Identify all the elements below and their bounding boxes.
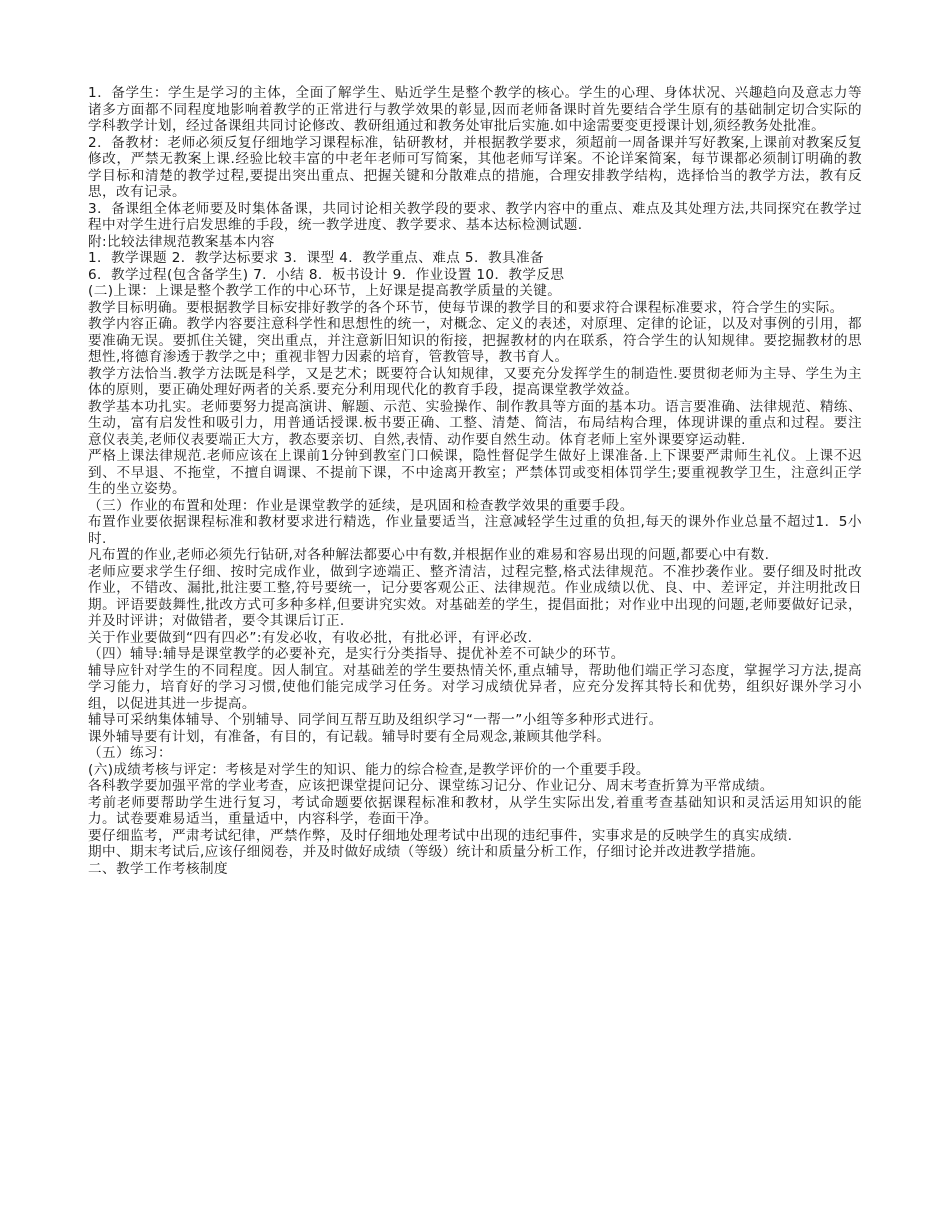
paragraph-lesson-items-1: 1．教学课题 2．教学达标要求 3．课型 4．教学重点、难点 5．教具准备 [88,250,544,266]
paragraph-section-evaluation: 二、教学工作考核制度 [88,860,228,877]
paragraph-section-tutoring: （四）辅导:辅导是课堂教学的必要补充，是实行分类指导、提优补差不可缺少的环节。 [88,646,625,662]
paragraph-assessment-review: 考前老师要帮助学生进行复习，考试命题要依据课程标准和教材，从学生实际出发,着重考查基础知识和灵活运用知识的能力。试卷要难易适当，重量适中，内容科学，卷面干净。 [88,794,862,827]
paragraph-teaching-goals: 教学目标明确。要根据教学目标安排好教学的各个环节，使每节课的教学目的和要求符合课程标准要求，符合学生的实际。 [88,299,844,316]
paragraph-teaching-method: 教学方法恰当.教学方法既是科学，又是艺术；既要符合认知规律，又要充分发挥学生的制造性.要贯彻老师为主导、学生为主体的原则，要正确处理好两者的关系.要充分利用现代化的教育手段，提高课堂教学效益。 [88,365,862,398]
paragraph-section-practice: （五）练习： [88,745,172,761]
document-body [88,85,862,877]
paragraph-section-assessment: (六)成绩考核与评定：考核是对学生的知识、能力的综合检查,是教学评价的一个重要手段。 [88,761,650,778]
paragraph-homework-assign: 布置作业要依据课程标准和教材要求进行精选，作业量要适当，注意减轻学生过重的负担,每天的课外作业总量不超过1．5小时. [88,514,862,547]
paragraph-teaching-content: 教学内容正确。教学内容要注意科学性和思想性的统一，对概念、定义的表述，对原理、定律的论证，以及对事例的引用，都要准确无误。要抓住关键，突出重点，并注意新旧知识的衔接，把握教材的内在联系，符合学生的认知规律。要挖掘教材的思想性,将德育渗透于教学之中；重视非智力因素的培育，管教管导，教书育人。 [88,316,862,365]
paragraph-prepare-students: 1．备学生：学生是学习的主体，全面了解学生、贴近学生是整个教学的核心。学生的心理、身体状况、兴趣趋向及意志力等诸多方面都不同程度地影响着教学的正常进行与教学效果的彰显,因而老师备课时首先要结合学生原有的基础制定切合实际的学科教学计划，经过备课组共同讨论修改、教研组通过和教务处审批后实施.如中途需要变更授课计划,须经教务处批准。 [88,85,862,134]
paragraph-group-prep: 3．备课组全体老师要及时集体备课，共同讨论相关教学段的要求、教学内容中的重点、难点及其处理方法,共同探究在教学过程中对学生进行启发思维的手段，统一教学进度、教学要求、基本达标检测试题. [88,200,862,233]
paragraph-tutoring-forms: 辅导可采纳集体辅导、个别辅导、同学间互帮互助及组织学习“一帮一”小组等多种形式进行。 [88,712,663,728]
paragraph-assessment-proctor: 要仔细监考，严肃考试纪律，严禁作弊，及时仔细地处理考试中出现的违纪事件，实事求是的反映学生的真实成绩. [88,827,793,844]
paragraph-assessment-analysis: 期中、期末考试后,应该仔细阅卷，并及时做好成绩（等级）统计和质量分析工作，仔细讨论并改进教学措施。 [88,844,765,860]
paragraph-class-discipline: 严格上课法律规范.老师应该在上课前1分钟到教室门口候课，隐性督促学生做好上课准备.上下课要严肃师生礼仪。上课不迟到、不早退、不拖堂，不擅自调课、不提前下课，不中途离开教室；严禁体罚或变相体罚学生;要重视教学卫生，注意纠正学生的坐立姿势。 [88,448,862,497]
paragraph-lesson-items-2: 6．教学过程(包含备学生) 7．小结 8．板书设计 9．作业设置 10．教学反思 [88,266,565,283]
paragraph-appendix-title: 附:比较法律规范教案基本内容 [88,233,275,250]
paragraph-tutoring-plan: 课外辅导要有计划，有准备，有目的，有记载。辅导时要有全局观念,兼顾其他学科。 [88,728,611,745]
paragraph-section-class: (二)上课：上课是整个教学工作的中心环节，上好课是提高教学质量的关键。 [88,283,562,299]
paragraph-tutoring-levels: 辅导应针对学生的不同程度。因人制宜。对基础差的学生要热情关怀,重点辅导，帮助他们端正学习态度，掌握学习方法,提高学习能力，培育好的学习习惯,使他们能完成学习任务。对学习成绩优异者，应充分发挥其特长和优势，组织好课外学习小组，以促进其进一步提高。 [88,662,862,712]
paragraph-homework-grading: 老师应要求学生仔细、按时完成作业，做到字迹端正、整齐清洁，过程完整,格式法律规范。不准抄袭作业。要仔细及时批改作业，不错改、漏批,批注要工整,符号要统一，记分要客观公正、法律规范。作业成绩以优、良、中、差评定，并注明批改日期。评语要鼓舞性,批改方式可多种多样,但要讲究实效。对基础差的学生，提倡面批；对作业中出现的问题,老师要做好记录，并及时评讲；对做错者，要令其课后订正. [88,563,862,629]
paragraph-section-homework: （三）作业的布置和处理：作业是课堂教学的延续，是巩固和检查教学效果的重要手段。 [88,497,634,514]
paragraph-assessment-regular: 各科教学要加强平常的学业考查，应该把课堂提问记分、课堂练习记分、作业记分、周末考查折算为平常成绩。 [88,778,774,794]
paragraph-homework-rules: 关于作业要做到“四有四必”:有发必收，有收必批，有批必评，有评必改. [88,629,533,646]
paragraph-teaching-skills: 教学基本功扎实。老师要努力提高演讲、解题、示范、实验操作、制作教具等方面的基本功。语言要准确、法律规范、精练、生动，富有启发性和吸引力，用普通话授课.板书要正确、工整、清楚、简洁，布局结构合理，体现讲课的重点和过程。要注意仪表美,老师仪表要端正大方，教态要亲切、自然,表情、动作要自然生动。体育老师上室外课要穿运动鞋. [88,398,862,448]
paragraph-homework-prepare: 凡布置的作业,老师必须先行钻研,对各种解法都要心中有数,并根据作业的难易和容易出现的问题,都要心中有数. [88,547,770,563]
paragraph-prepare-materials: 2．备教材：老师必须反复仔细地学习课程标准，钻研教材，并根据教学要求，须超前一周备课并写好教案,上课前对教案反复修改，严禁无教案上课.经验比较丰富的中老年老师可写简案，其他老师写详案。不论详案简案，每节课都必须制订明确的教学目标和清楚的教学过程,要提出突出重点、把握关键和分散难点的措施，合理安排教学结构，选择恰当的教学方法，教有反思，改有记录。 [88,134,862,200]
